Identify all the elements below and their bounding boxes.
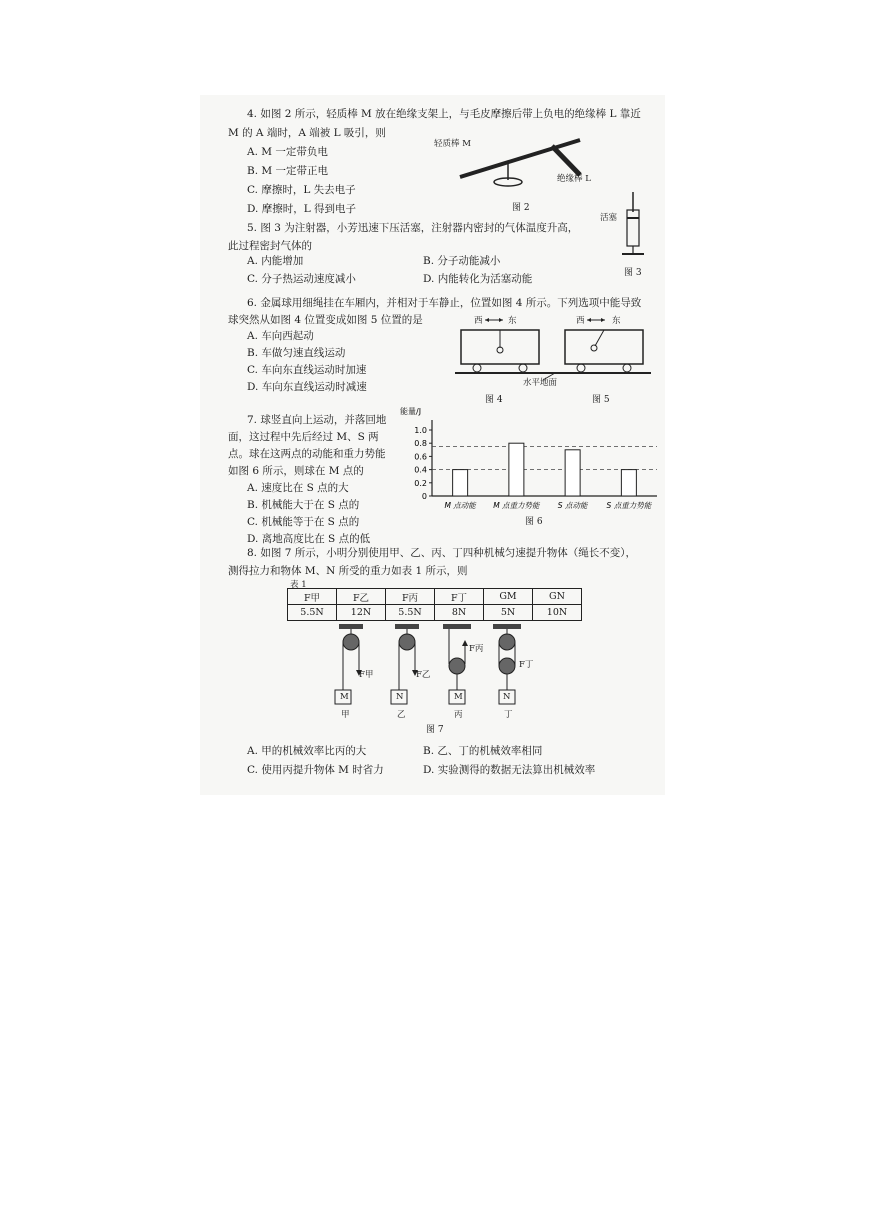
table-header-cell: F丁 — [435, 589, 484, 605]
q4-option-c: C. 摩擦时，L 失去电子 — [247, 184, 356, 196]
table-1 — [287, 588, 582, 621]
q6-option-c: C. 车向东直线运动时加速 — [247, 364, 367, 376]
table-1-title: 表 1 — [290, 580, 307, 590]
q5-option-b: B. 分子动能减小 — [423, 255, 501, 267]
fig4-west-label: 西 — [474, 316, 483, 326]
table-header-cell: F乙 — [337, 589, 386, 605]
q5-stem-line2: 此过程密封气体的 — [228, 240, 312, 252]
figure-3-syringe — [618, 190, 648, 262]
table-value-cell: 8N — [435, 605, 484, 621]
force-label-ding: F丁 — [519, 660, 534, 670]
fig2-label-m: 轻质棒 M — [434, 139, 471, 149]
fig4-caption: 图 4 — [485, 395, 503, 405]
machine-label-yi: 乙 — [397, 710, 406, 720]
fig6-caption: 图 6 — [525, 517, 543, 527]
machine-label-jia: 甲 — [341, 710, 350, 720]
q7-stem-line2: 面，这过程中先后经过 M、S 两 — [228, 431, 379, 443]
x-tick-label: M 点重力势能 — [493, 501, 540, 510]
machine-label-ding: 丁 — [504, 710, 513, 720]
q7-option-d: D. 离地高度比在 S 点的低 — [247, 533, 371, 545]
figure-4-cart — [461, 318, 539, 372]
table-value-cell: 10N — [533, 605, 582, 621]
machine-label-bing: 丙 — [454, 710, 463, 720]
table-header-cell: F甲 — [288, 589, 337, 605]
fig5-caption: 图 5 — [592, 395, 610, 405]
y-tick-label: 0.6 — [414, 452, 427, 462]
y-tick-label: 0.4 — [414, 465, 427, 475]
bar — [453, 470, 468, 496]
fig7-caption: 图 7 — [426, 725, 444, 735]
table-header-cell: GM — [484, 589, 533, 605]
q5-option-a: A. 内能增加 — [247, 255, 304, 267]
y-tick-label: 0.8 — [414, 439, 427, 449]
q4-stem-line1: 4. 如图 2 所示，轻质棒 M 放在绝缘支架上，与毛皮摩擦后带上负电的绝缘棒 L 靠近 — [247, 108, 641, 120]
figure-6-energy-bar-chart — [400, 404, 665, 518]
ground-label: 水平地面 — [523, 378, 558, 388]
x-tick-label: S 点重力势能 — [606, 501, 652, 510]
bar — [509, 443, 524, 496]
q4-stem-line2: M 的 A 端时，A 端被 L 吸引，则 — [228, 127, 386, 139]
q8-stem-line2: 测得拉力和物体 M、N 所受的重力如表 1 所示，则 — [228, 565, 468, 577]
fig4-east-label: 东 — [508, 316, 517, 326]
fig2-caption: 图 2 — [512, 203, 530, 213]
q6-stem-line2: 球突然从如图 4 位置变成如图 5 位置的是 — [228, 314, 423, 326]
q8-stem-line1: 8. 如图 7 所示，小明分别使用甲、乙、丙、丁四种机械匀速提升物体（绳长不变）， — [247, 547, 636, 559]
q4-option-d: D. 摩擦时，L 得到电子 — [247, 203, 357, 215]
block-label-jia: M — [340, 692, 349, 702]
fig5-west-label: 西 — [576, 316, 585, 326]
y-tick-label: 0 — [421, 492, 427, 501]
q8-option-a: A. 甲的机械效率比丙的大 — [247, 745, 367, 757]
fig3-caption: 图 3 — [624, 268, 642, 278]
table-header-row — [288, 589, 582, 605]
q6-stem-line1: 6. 金属球用细绳挂在车厢内，并相对于车静止，位置如图 4 所示。下列选项中能导致 — [247, 297, 642, 309]
bar — [621, 470, 636, 496]
y-tick-label: 0.2 — [414, 478, 427, 488]
bar — [565, 450, 580, 496]
q8-option-c: C. 使用丙提升物体 M 时省力 — [247, 764, 384, 776]
y-axis-label: 能量/J — [400, 407, 422, 416]
block-label-ding: N — [503, 692, 511, 702]
q6-option-d: D. 车向东直线运动时减速 — [247, 381, 367, 393]
table-value-row — [288, 605, 582, 621]
q8-option-d: D. 实验测得的数据无法算出机械效率 — [423, 764, 596, 776]
q6-option-b: B. 车做匀速直线运动 — [247, 347, 346, 359]
fig3-label-piston: 活塞 — [600, 213, 618, 223]
x-tick-label: S 点动能 — [557, 501, 588, 510]
figure-7-pulley-systems — [325, 622, 545, 722]
q5-option-c: C. 分子热运动速度减小 — [247, 273, 356, 285]
q8-option-b: B. 乙、丁的机械效率相同 — [423, 745, 543, 757]
table-header-cell: F丙 — [386, 589, 435, 605]
q6-option-a: A. 车向西起动 — [247, 330, 314, 342]
insulating-rod-l — [552, 146, 580, 175]
force-label-jia: F甲 — [359, 670, 374, 680]
force-label-bing: F丙 — [469, 644, 484, 654]
q7-stem-line1: 7. 球竖直向上运动，并落回地 — [247, 414, 387, 426]
x-tick-label: M 点动能 — [444, 501, 476, 510]
syringe-barrel — [627, 210, 639, 246]
table-header-cell: GN — [533, 589, 582, 605]
table-value-cell: 12N — [337, 605, 386, 621]
q7-stem-line3: 点。球在这两点的动能和重力势能 — [228, 448, 386, 460]
fig2-label-l: 绝缘棒 L — [557, 174, 591, 184]
q4-option-a: A. M 一定带负电 — [247, 146, 328, 158]
q5-option-d: D. 内能转化为活塞动能 — [423, 273, 533, 285]
table-value-cell: 5.5N — [386, 605, 435, 621]
table-value-cell: 5N — [484, 605, 533, 621]
block-label-bing: M — [454, 692, 463, 702]
figures-4-5-carts — [455, 312, 655, 384]
q7-stem-line4: 如图 6 所示，则球在 M 点的 — [228, 465, 364, 477]
table-value-cell: 5.5N — [288, 605, 337, 621]
y-tick-label: 1.0 — [414, 426, 427, 435]
q7-option-a: A. 速度比在 S 点的大 — [247, 482, 349, 494]
q5-stem-line1: 5. 图 3 为注射器，小芳迅速下压活塞，注射器内密封的气体温度升高， — [247, 222, 579, 234]
figure-5-cart — [565, 318, 643, 372]
fig5-east-label: 东 — [612, 316, 621, 326]
q7-option-c: C. 机械能等于在 S 点的 — [247, 516, 360, 528]
q4-option-b: B. M 一定带正电 — [247, 165, 328, 177]
force-label-yi: F乙 — [416, 670, 431, 680]
block-label-yi: N — [396, 692, 404, 702]
q7-option-b: B. 机械能大于在 S 点的 — [247, 499, 360, 511]
